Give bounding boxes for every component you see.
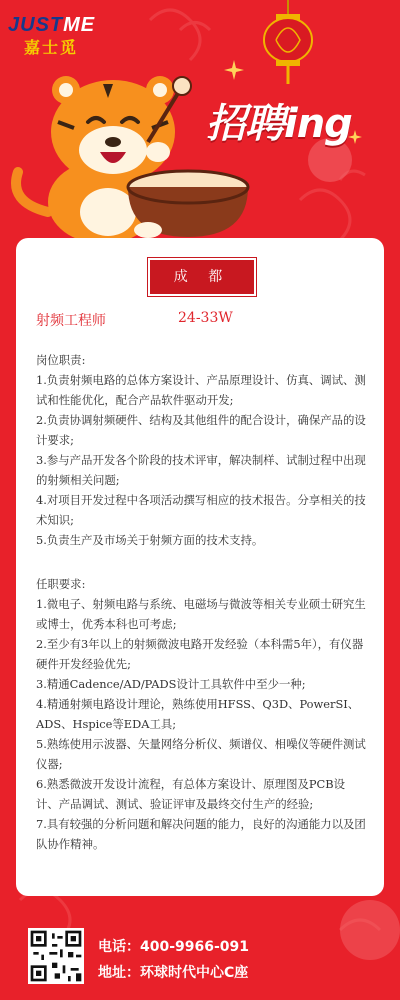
hiring-headline: 招聘ing — [206, 101, 352, 147]
logo-wordmark: JUSTME — [8, 14, 96, 36]
phone-label: 电话： — [98, 939, 140, 955]
logo-chinese: 嘉士觅 — [24, 38, 79, 57]
salary-range: 24-33W — [178, 310, 233, 326]
requirements-heading: 任职要求: — [36, 577, 86, 591]
requirements-section — [36, 574, 366, 854]
duty-item: 3.参与产品开发各个阶段的技术评审，解决制样、试制过程中出现的射频相关问题; — [36, 453, 366, 487]
duty-item: 1.负责射频电路的总体方案设计、产品原理设计、仿真、调试、测试和性能优化，配合产品软件驱动开发; — [36, 373, 366, 407]
requirement-item: 2.至少有3年以上的射频微波电路开发经验（本科需5年），有仪器硬件开发经验优先; — [36, 637, 364, 671]
duties-heading: 岗位职责: — [36, 353, 86, 367]
city-badge: 成 都 — [150, 260, 254, 294]
lantern-icon — [258, 0, 318, 90]
duty-item: 2.负责协调射频硬件、结构及其他组件的配合设计，确保产品的设计要求; — [36, 413, 366, 447]
contact-address — [98, 962, 248, 982]
address-value: 环球时代中心C座 — [140, 965, 249, 981]
job-title: 射频工程师 — [36, 313, 106, 329]
address-label: 地址： — [98, 965, 140, 981]
phone-number: 400-9966-091 — [140, 939, 250, 955]
duty-item: 4.对项目开发过程中各项活动撰写相应的技术报告。分享相关的技术知识; — [36, 493, 366, 527]
contact-phone — [98, 936, 249, 956]
requirement-item: 3.精通Cadence/AD/PADS设计工具软件中至少一种; — [36, 677, 306, 691]
requirement-item: 4.精通射频电路设计理论，熟练使用HFSS、Q3D、PowerSI、ADS、Hspice等EDA工具; — [36, 697, 360, 731]
job-card — [16, 238, 384, 896]
tiger-drummer-illustration — [8, 62, 258, 242]
requirement-item: 6.熟悉微波开发设计流程，有总体方案设计、原理图及PCB设计、产品调试、测试、验证评审及最终交付生产的经验; — [36, 777, 345, 811]
requirement-item: 1.微电子、射频电路与系统、电磁场与微波等相关专业硕士研究生或博士，优秀本科也可考虑; — [36, 597, 366, 631]
requirement-item: 7.具有较强的分析问题和解决问题的能力，良好的沟通能力以及团队协作精神。 — [36, 817, 366, 851]
duty-item: 5.负责生产及市场关于射频方面的技术支持。 — [36, 533, 264, 547]
requirement-item: 5.熟练使用示波器、矢量网络分析仪、频谱仪、相噪仪等硬件测试仪器; — [36, 737, 366, 771]
brand-logo — [8, 14, 95, 58]
qr-code-icon — [28, 928, 84, 984]
duties-section — [36, 350, 366, 550]
